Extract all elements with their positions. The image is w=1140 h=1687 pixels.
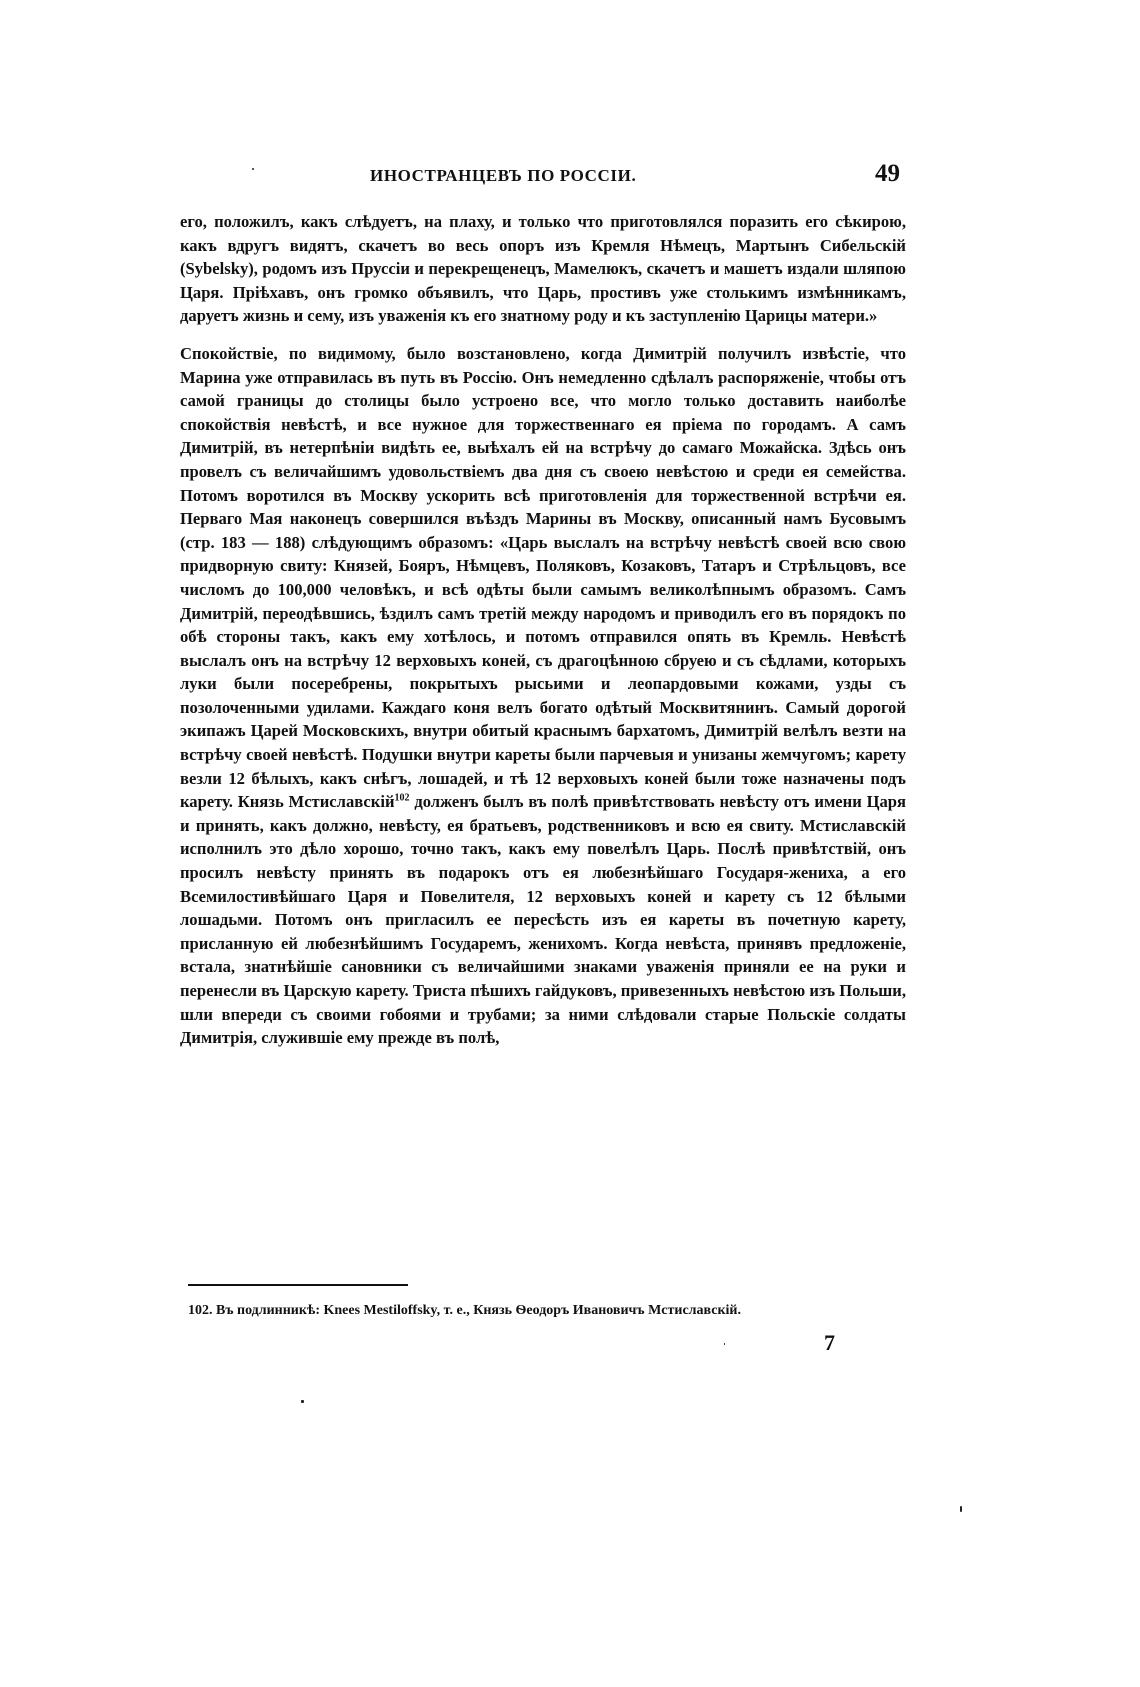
footnote-reference: 102 xyxy=(394,792,410,804)
print-speck xyxy=(724,1343,725,1345)
main-text xyxy=(180,210,906,1050)
running-title: ИНОСТРАНЦЕВЪ ПО РОССІИ. xyxy=(370,166,637,185)
page-number: 49 xyxy=(875,160,900,187)
paragraph-2 xyxy=(180,342,906,1050)
footnote: 102. Въ подлинникѣ: Knees Mestiloffsky, т. е., Князь Ѳеодоръ Ивановичъ Мстиславскій. xyxy=(188,1303,741,1318)
signature-mark: 7 xyxy=(824,1330,835,1355)
footnote-divider xyxy=(188,1284,408,1286)
print-speck xyxy=(301,1400,304,1403)
print-speck xyxy=(960,1506,962,1512)
paragraph-2-part-1: Спокойствіе, по видимому, было возстановлено, когда Димитрій получилъ извѣстіе, что Марина уже отправилась въ путь въ Россію. Онъ немедленно сдѣлалъ распоряженіе, чтобы отъ самой границы до столицы было устроено все, что могло только доставить наиболѣе спокойствія невѣстѣ, и все нужное для торжественнаго ея пріема по городамъ. А самъ Димитрій, въ нетерпѣніи видѣть ее, выѣхалъ ей на встрѣчу до самаго Можайска. Здѣсь онъ провелъ съ величайшимъ удовольствіемъ два дня съ своею невѣстою и среди ея семейства. Потомъ воротился въ Москву ускорить всѣ приготовленія для торжественной встрѣчи ея. Перваго Мая наконецъ совершился въѣздъ Марины въ Москву, описанный намъ Бусовымъ (стр. 183 — 188) слѣдующимъ образомъ: «Царь выслалъ на встрѣчу невѣстѣ своей всю свою придворную свиту: Князей, Бояръ, Нѣмцевъ, Поляковъ, Козаковъ, Татаръ и Стрѣльцовъ, все числомъ до 100,000 человѣкъ, и всѣ одѣты были самымъ великолѣпнымъ образомъ. Самъ Димитрій, переодѣвшись, ѣздилъ самъ третій между народомъ и приводилъ его въ порядокъ по обѣ стороны такъ, какъ ему хотѣлось, и потомъ отправился опять въ Кремль. Невѣстѣ выслалъ онъ на встрѣчу 12 верховыхъ коней, съ драгоцѣнною сбруею и съ сѣдлами, которыхъ луки были посеребрены, покрытыхъ рысьими и леопардовыми кожами, узды съ позолоченными удилами. Каждаго коня велъ богато одѣтый Москвитянинъ. Самый дорогой экипажъ Царей Московскихъ, внутри обитый краснымъ бархатомъ, Димитрій велѣлъ везти на встрѣчу своей невѣстѣ. Подушки внутри кареты были парчевыя и унизаны жемчугомъ; карету везли 12 бѣлыхъ, какъ снѣгъ, лошадей, и тѣ 12 верховыхъ коней были тоже назначены подъ карету. Князь Мстиславскій xyxy=(180,343,906,812)
paragraph-1: его, положилъ, какъ слѣдуетъ, на плаху, и только что приготовлялся поразить его сѣкирою, какъ вдругъ видятъ, скачетъ во весь опоръ изъ Кремля Нѣмецъ, Мартынъ Сибельскій (Sybelsky), родомъ изъ Пруссіи и перекрещенецъ, Мамелюкъ, скачетъ и машетъ издали шляпою Царя. Пріѣхавъ, онъ громко объявилъ, что Царь, простивъ уже столькимъ измѣнникамъ, даруетъ жизнь и сему, изъ уваженія къ его знатному роду и къ заступленію Царицы матери.» xyxy=(180,212,906,326)
running-head xyxy=(180,160,900,194)
paragraph-2-part-2: долженъ былъ въ полѣ привѣтствовать невѣсту отъ имени Царя и принять, какъ должно, невѣсту, ея братьевъ, родственниковъ и всю ея свиту. Мстиславскій исполнилъ это дѣло хорошо, точно такъ, какъ ему повелѣлъ Царь. Послѣ привѣтствій, онъ просилъ невѣсту принять въ подарокъ отъ ея любезнѣйшаго Государя-жениха, а его Всемилостивѣйшаго Царя и Повелителя, 12 верховыхъ коней и карету съ 12 бѣлыми лошадьми. Потомъ онъ пригласилъ ее пересѣсть изъ ея кареты въ почетную карету, присланную ей любезнѣйшимъ Государемъ, женихомъ. Когда невѣста, принявъ предложеніе, встала, знатнѣйшіе сановники съ величайшими знаками уваженія приняли ее на руки и перенесли въ Царскую карету. Триста пѣшихъ гайдуковъ, привезенныхъ невѣстою изъ Польши, шли впереди съ своими гобоями и трубами; за ними слѣдовали старые Польскіе солдаты Димитрія, служившіе ему прежде въ полѣ, xyxy=(180,792,906,1048)
print-speck xyxy=(252,168,254,170)
